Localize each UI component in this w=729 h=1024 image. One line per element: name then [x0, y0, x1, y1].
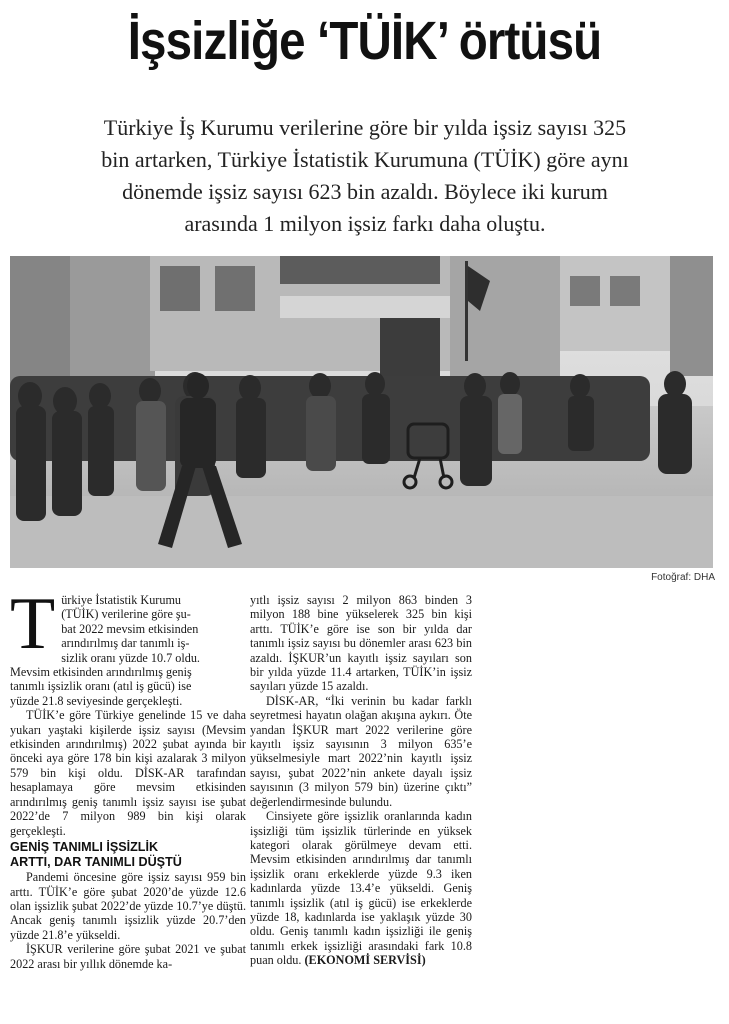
paragraph: [250, 809, 472, 967]
subheading-line: GENİŞ TANIMLI İŞSİZLİK: [10, 839, 159, 854]
subheading-line: ARTTI, DAR TANIMLI DÜŞTÜ: [10, 854, 182, 869]
headline: İşsizliğe ‘TÜİK’ örtüsü: [127, 11, 602, 71]
deck-line: dönemde işsiz sayısı 623 bin azaldı. Böylece iki kurum: [122, 179, 608, 204]
paragraph: İŞKUR verilerine göre şubat 2021 ve şubat 2022 arası bir yıllık dönemde ka-: [10, 942, 246, 971]
deck-line: arasında 1 milyon işsiz farkı daha oluştu.: [184, 211, 546, 236]
drop-cap: T: [10, 583, 56, 665]
text-line: sizlik oranı yüzde 10.7 oldu.: [61, 650, 200, 665]
article-column-2: [250, 593, 472, 968]
article-column-1: [10, 583, 246, 971]
paragraph: yıtlı işsiz sayısı 2 milyon 863 binden 3 milyon 188 bine yükselerek 325 bin kişi arttı. TÜİK’e göre ise son bir yılda dar tanımlı işsiz sayısı bu dönemler arası 623 bin azaldı. İŞKUR’un kayıtlı işsiz sayıları son bir yılda yüzde 11.4 artarken, TÜİK’in işsiz sayıları yüzde 15 azaldı.: [250, 593, 472, 694]
deck-line: bin artarken, Türkiye İstatistik Kurumuna (TÜİK) göre aynı: [101, 147, 629, 172]
paragraph: DİSK-AR, “İki verinin bu kadar farklı seyretmesi hayatın olağan akışına aykırı. Öte yandan İŞKUR mart 2022 verilerine göre kayıtlı işsiz sayısının 3 milyon 635’e yükselmesiyle mart 2022’nin kayıtlı işsiz sayısı, şubat 2022’nin ankete dayalı işsiz sayısının (3 milyon 579 bin) üzerine çıktı” değerlendirmesinde bulundu.: [250, 693, 472, 809]
text-line: Mevsim etkisinden arındırılmış geniş: [10, 665, 192, 680]
paragraph: Pandemi öncesine göre işsiz sayısı 959 bin arttı. TÜİK’e göre şubat 2020’de yüzde 12.6 olan işsizlik şubat 2022’de yüzde 10.7’ye düştü. Ancak geniş tanımlı işsizlik yüzde 20.7’den yüzde 21.8’e yükseldi.: [10, 870, 246, 942]
street-crowd-queue-photo: [10, 256, 713, 568]
news-photo: [10, 256, 713, 568]
paragraph-text: Cinsiyete göre işsizlik oranlarında kadın işsizliği tüm işsizlik türlerinde en yüksek kategori olarak görülmeye devam etti. Mevsim etkisinden arındırılmış dar tanımlı işsizlik oranı erkeklerde yüzde 9.3 iken kadınlarda yüzde 13.4’e yükseldi. Geniş tanımlı işsizlik (atıl iş gücü) ise erkeklerde yüzde 18, kadınlarda ise yaklaşık yüzde 30 oldu. Geniş tanımlı kadın işsizliği ile geniş tanımlı erkek işsizliği arasındaki fark 10.8 puan oldu.: [250, 809, 472, 968]
deck-line: Türkiye İş Kurumu verilerine göre bir yılda işsiz sayısı 325: [103, 115, 627, 140]
photo-credit: Fotoğraf: DHA: [651, 572, 715, 583]
text-line: arındırılmış dar tanımlı iş-: [61, 636, 190, 651]
subheading: [10, 840, 246, 869]
text-line: ürkiye İstatistik Kurumu: [61, 593, 182, 607]
text-line: yüzde 21.8 seviyesinde gerçekleşti.: [10, 693, 183, 708]
text-line: tanımlı işsizlik oranı (atıl iş gücü) ise: [10, 679, 192, 694]
deck-summary: [20, 112, 710, 240]
text-line: (TÜİK) verilerine göre şu-: [61, 607, 191, 622]
text-line: bat 2022 mevsim etkisinden: [61, 621, 199, 636]
author-credit: (EKONOMİ SERVİSİ): [304, 953, 426, 968]
paragraph: TÜİK’e göre Türkiye genelinde 15 ve daha yukarı yaştaki kişilerde işsiz sayısı (Mevsim etkisinden arındırılmış) 2022 şubat ayında bir önceki aya göre 178 bin kişi azalarak 3 milyon 579 bin kişi oldu. DİSK-AR tarafından hesaplamaya göre mevsim etkisinden arındırılmış geniş tanımlı işsiz sayısı ise şubat 2022’de 7 milyon 989 bin kişi olarak gerçekleşti.: [10, 708, 246, 838]
